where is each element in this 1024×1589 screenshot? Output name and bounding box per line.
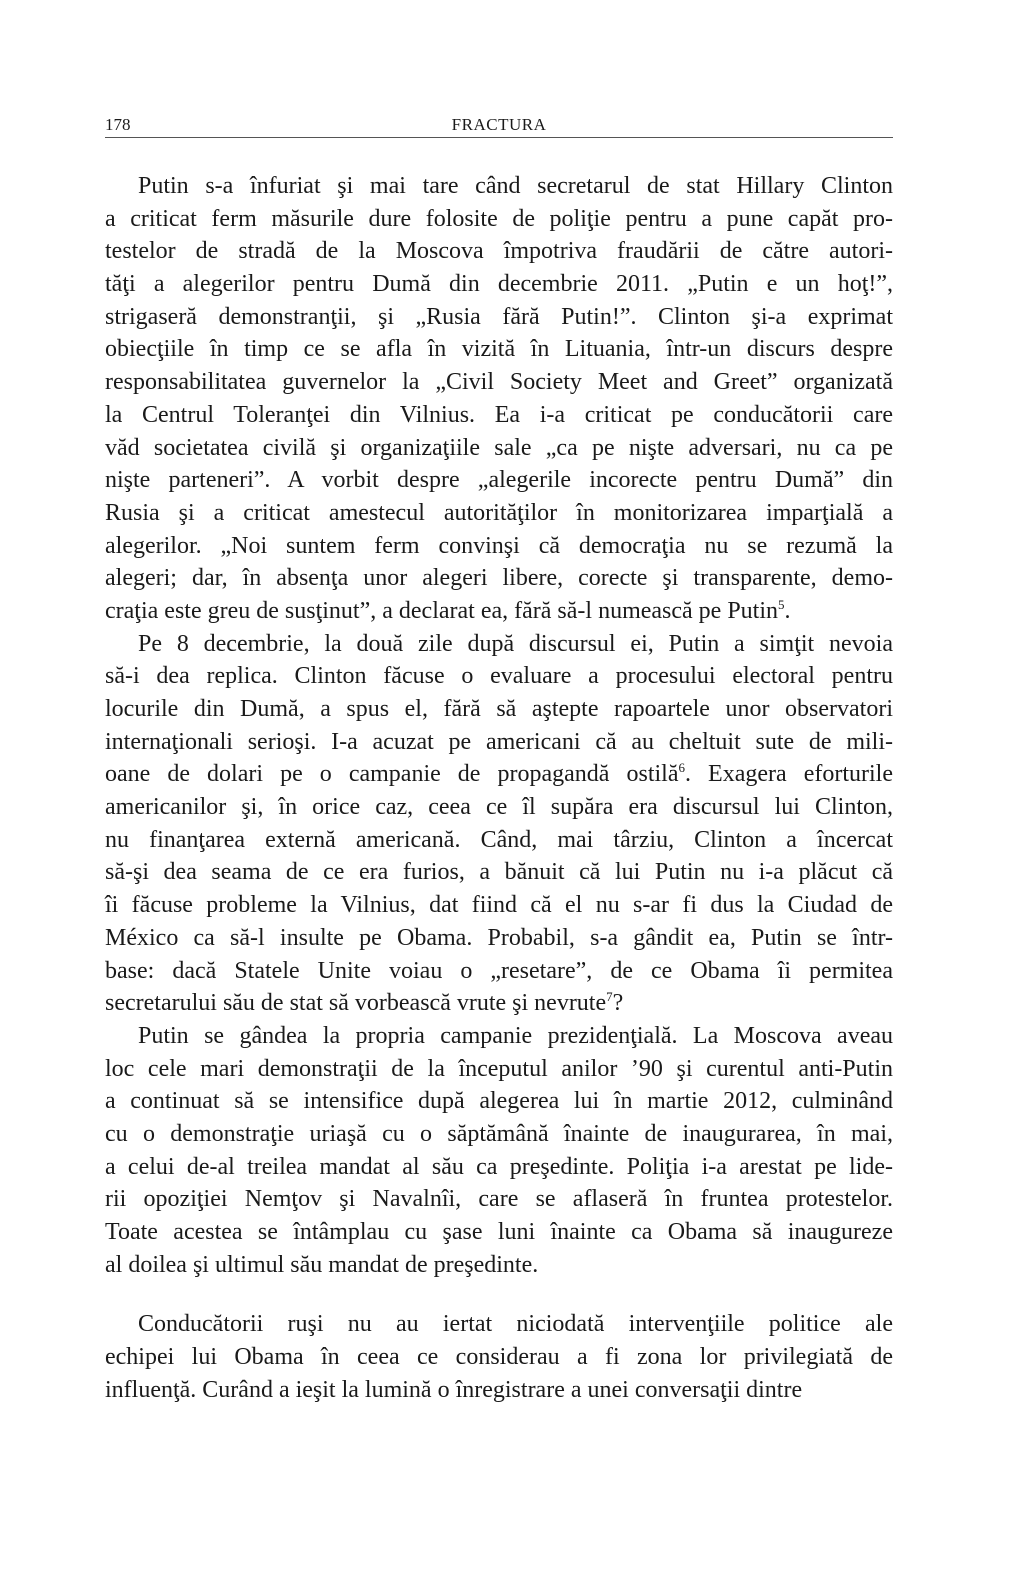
text-line bbox=[105, 987, 893, 1020]
line-text: base: dacă Statele Unite voiau o „resetare”, de ce Obama îi permitea bbox=[105, 957, 893, 984]
text-line bbox=[105, 1341, 893, 1374]
line-text: Toate acestea se întâmplau cu şase luni înainte ca Obama să inaugureze bbox=[105, 1219, 893, 1245]
line-text: a celui de-al treilea mandat al său ca preşedinte. Poliţia i-a arestat pe lide- bbox=[105, 1153, 893, 1180]
text-line bbox=[105, 726, 893, 759]
text-line bbox=[105, 693, 893, 726]
text-line bbox=[105, 399, 893, 432]
text-line bbox=[105, 1118, 893, 1151]
line-text: să-i dea replica. Clinton făcuse o evaluare a procesului electoral pentru bbox=[105, 663, 893, 690]
text-line bbox=[105, 530, 893, 563]
line-text: influenţă. Curând a ieşit la lumină o înregistrare a unei conversaţii dintre bbox=[105, 1376, 803, 1403]
text-line bbox=[105, 170, 893, 203]
paragraph bbox=[105, 170, 893, 628]
line-text: Pe 8 decembrie, la două zile după discursul ei, Putin a simţit nevoia bbox=[138, 630, 893, 657]
text-line bbox=[105, 432, 893, 465]
line-text: . bbox=[784, 597, 791, 624]
text-line bbox=[105, 235, 893, 268]
text-line bbox=[105, 1374, 893, 1407]
text-line bbox=[105, 203, 893, 236]
line-text: Putin se gândea la propria campanie prezidenţială. La Moscova aveau bbox=[138, 1022, 893, 1049]
line-text: nişte parteneri”. A vorbit despre „alegerile incorecte pentru Dumă” din bbox=[105, 467, 893, 494]
line-text: locurile din Dumă, a spus el, fără să aştepte rapoartele unor observatori bbox=[105, 696, 893, 722]
line-text: tăţi a alegerilor pentru Dumă din decembrie 2011. „Putin e un hoţ!”, bbox=[105, 271, 893, 298]
text-line bbox=[105, 628, 893, 661]
text-line bbox=[105, 366, 893, 399]
line-text: echipei lui Obama în ceea ce considerau a fi zona lor privilegiată de bbox=[105, 1344, 893, 1371]
line-text: nu finanţarea externă americană. Când, mai târziu, Clinton a încercat bbox=[105, 826, 893, 853]
paragraph bbox=[105, 628, 893, 1020]
text-line bbox=[105, 1249, 893, 1282]
text-line bbox=[105, 333, 893, 366]
text-line bbox=[105, 1183, 893, 1216]
paragraph bbox=[105, 1020, 893, 1282]
text-line bbox=[105, 268, 893, 301]
footnote-marker: 5 bbox=[778, 596, 785, 612]
page-number: 178 bbox=[105, 115, 131, 134]
text-line bbox=[105, 1308, 893, 1341]
line-text: testelor de stradă de la Moscova împotriva fraudării de către autori- bbox=[105, 238, 893, 265]
line-text: Putin s-a înfuriat şi mai tare când secretarul de stat Hillary Clinton bbox=[138, 173, 893, 199]
paragraph bbox=[105, 1308, 893, 1406]
footnote-marker: 7 bbox=[606, 989, 613, 1005]
line-text: alegerilor. „Noi suntem ferm convinşi că democraţia nu se rezumă la bbox=[105, 532, 893, 559]
line-text: a continuat să se intensifice după alegerea lui în martie 2012, culminând bbox=[105, 1088, 893, 1115]
line-text: cu o demonstraţie uriaşă cu o săptămână înainte de inaugurarea, în mai, bbox=[105, 1120, 893, 1147]
text-line bbox=[105, 824, 893, 857]
text-line bbox=[105, 856, 893, 889]
text-line bbox=[105, 889, 893, 922]
text-line bbox=[105, 464, 893, 497]
text-line bbox=[105, 497, 893, 530]
line-text: oane de dolari pe o campanie de propagandă ostilă bbox=[105, 761, 679, 788]
text-line bbox=[105, 922, 893, 955]
body-text bbox=[105, 170, 893, 1406]
line-text: Conducătorii ruşi nu au iertat niciodată intervenţiile politice ale bbox=[138, 1311, 893, 1338]
line-text: craţia este greu de susţinut”, a declarat ea, fără să-l numească pe Putin bbox=[105, 597, 779, 624]
line-text: rii opoziţiei Nemţov şi Navalnîi, care se aflaseră în fruntea protestelor. bbox=[105, 1186, 893, 1213]
line-text: . Exagera eforturile bbox=[685, 761, 893, 788]
text-line bbox=[105, 791, 893, 824]
text-line bbox=[105, 301, 893, 334]
text-line bbox=[105, 562, 893, 595]
running-header bbox=[105, 113, 893, 138]
line-text: obiecţiile în timp ce se afla în vizită în Lituania, într-un discurs despre bbox=[105, 336, 893, 363]
line-text: la Centrul Toleranţei din Vilnius. Ea i-a criticat pe conducătorii care bbox=[105, 401, 893, 428]
line-text: loc cele mari demonstraţii de la începutul anilor ’90 şi curentul anti-Putin bbox=[105, 1055, 893, 1082]
footnote-marker: 6 bbox=[678, 760, 685, 776]
text-line bbox=[105, 1216, 893, 1249]
text-line bbox=[105, 1151, 893, 1184]
text-line bbox=[105, 758, 893, 791]
line-text: ? bbox=[612, 990, 624, 1017]
line-text: americanilor şi, în orice caz, ceea ce îl supăra era discursul lui Clinton, bbox=[105, 794, 893, 821]
line-text: să-şi dea seama de ce era furios, a bănuit că lui Putin nu i-a plăcut că bbox=[105, 859, 893, 886]
line-text: internaţionali serioşi. I-a acuzat pe americani că au cheltuit sute de mili- bbox=[105, 728, 893, 755]
text-line bbox=[105, 1085, 893, 1118]
line-text: al doilea şi ultimul său mandat de preşedinte. bbox=[105, 1251, 539, 1278]
line-text: a criticat ferm măsurile dure folosite de poliţie pentru a pune capăt pro- bbox=[105, 205, 893, 232]
text-line bbox=[105, 660, 893, 693]
line-text: îi făcuse probleme la Vilnius, dat fiind că el nu s-ar fi dus la Ciudad de bbox=[105, 892, 893, 919]
line-text: Rusia şi a criticat amestecul autorităţilor în monitorizarea imparţială a bbox=[105, 499, 893, 526]
line-text: responsabilitatea guvernelor la „Civil Society Meet and Greet” organizată bbox=[105, 369, 893, 396]
text-line bbox=[105, 1053, 893, 1086]
line-text: alegeri; dar, în absenţa unor alegeri libere, corecte şi transparente, demo- bbox=[105, 565, 893, 592]
running-title: FRACTURA bbox=[451, 115, 547, 134]
text-line bbox=[105, 595, 893, 628]
line-text: México ca să-l insulte pe Obama. Probabil, s-a gândit ea, Putin se într- bbox=[105, 924, 893, 951]
line-text: secretarului său de stat să vorbească vrute şi nevrute bbox=[105, 990, 607, 1017]
line-text: strigaseră demonstranţii, şi „Rusia fără Putin!”. Clinton şi-a exprimat bbox=[105, 303, 893, 330]
text-line bbox=[105, 955, 893, 988]
text-line bbox=[105, 1020, 893, 1053]
line-text: văd societatea civilă şi organizaţiile sale „ca pe nişte adversari, nu ca pe bbox=[105, 434, 893, 461]
